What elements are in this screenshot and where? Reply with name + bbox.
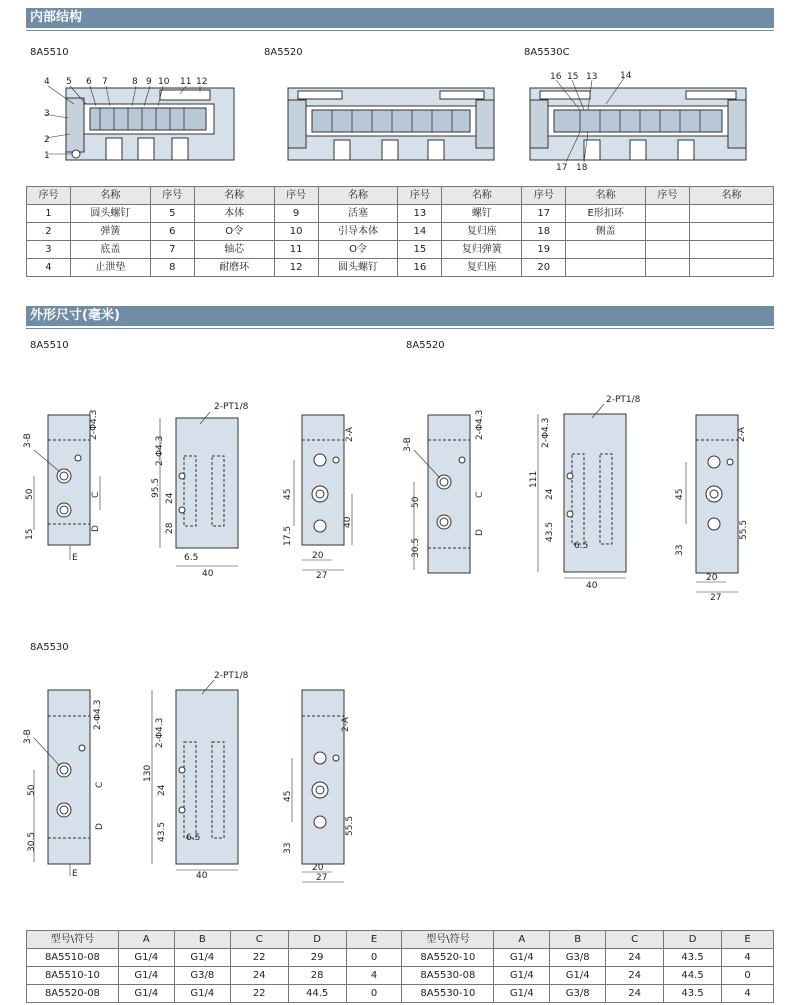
parts-table-cell: 20	[522, 259, 566, 277]
dim-45: 45	[675, 488, 685, 500]
dim-33: 33	[675, 544, 685, 556]
dim-40: 40	[202, 569, 214, 579]
parts-table-cell: 复归座	[442, 223, 522, 241]
spec-table-cell: 22	[230, 985, 288, 1003]
parts-table-cell: 10	[274, 223, 318, 241]
label-phi: 2-Φ4.3	[93, 699, 103, 730]
parts-table-header-cell: 序号	[274, 187, 318, 205]
parts-table-cell	[690, 205, 774, 223]
spec-table-cell: 24	[230, 967, 288, 985]
dim-20: 20	[312, 863, 324, 873]
callout-15: 15	[567, 72, 579, 82]
parts-table-row	[27, 259, 774, 277]
spec-table-cell: 44.5	[664, 967, 722, 985]
dim-model-label-8a5520: 8A5520	[406, 340, 445, 351]
parts-table-cell: 19	[522, 241, 566, 259]
dim-right-8a5510	[270, 400, 360, 580]
dim-27: 27	[316, 873, 328, 883]
spec-table-header-cell: 型号\符号	[402, 931, 494, 949]
callout-11: 11	[180, 77, 192, 87]
dim-30-5: 30.5	[411, 537, 421, 558]
spec-table-header-cell: E	[722, 931, 774, 949]
parts-table-header-cell: 名称	[442, 187, 522, 205]
label-pt: 2-PT1/8	[214, 402, 249, 412]
parts-table-cell: 活塞	[318, 205, 398, 223]
spec-table-cell: 8A5520-10	[402, 949, 494, 967]
dim-front-8a5530	[20, 686, 140, 879]
parts-table-cell: 16	[398, 259, 442, 277]
spec-table-header-cell: D	[664, 931, 722, 949]
cross-section-8a5520	[288, 88, 494, 160]
dim-95-5: 95.5	[151, 477, 161, 498]
parts-table-cell: 18	[522, 223, 566, 241]
spec-table-cell: 24	[606, 967, 664, 985]
spec-table-header-cell: E	[346, 931, 402, 949]
spec-table	[26, 930, 774, 1003]
label-d: D	[475, 529, 485, 536]
callout-2: 2	[44, 135, 50, 145]
dim-50: 50	[27, 784, 37, 796]
dim-50: 50	[411, 496, 421, 508]
spec-table-cell: G1/4	[118, 949, 174, 967]
parts-table-cell: 7	[150, 241, 194, 259]
parts-table-header-cell: 序号	[27, 187, 71, 205]
label-phi: 2-Φ4.3	[89, 409, 99, 440]
parts-table-cell: 6	[150, 223, 194, 241]
callout-8: 8	[132, 77, 138, 87]
model-label-8a5510: 8A5510	[30, 47, 69, 58]
parts-table-cell: 3	[27, 241, 71, 259]
label-phi-side: 2-Φ4.3	[541, 417, 551, 448]
parts-table-header-cell: 序号	[150, 187, 194, 205]
label-pt: 2-PT1/8	[606, 395, 641, 405]
parts-table-cell	[646, 259, 690, 277]
parts-table-cell: 4	[27, 259, 71, 277]
parts-table-cell	[690, 223, 774, 241]
label-pt: 2-PT1/8	[214, 671, 249, 681]
spec-table-cell: 8A5530-10	[402, 985, 494, 1003]
spec-table-cell: 4	[346, 967, 402, 985]
parts-table-cell: O令	[194, 223, 274, 241]
spec-table-cell: 43.5	[664, 985, 722, 1003]
model-label-8a5520: 8A5520	[264, 47, 303, 58]
spec-table-header-cell: B	[174, 931, 230, 949]
spec-table-cell: G1/4	[174, 949, 230, 967]
callout-10: 10	[158, 77, 170, 87]
cross-section-8a5510	[30, 70, 240, 170]
parts-table-cell: 1	[27, 205, 71, 223]
parts-table-cell: 轴芯	[194, 241, 274, 259]
dim-43-5: 43.5	[545, 521, 555, 542]
label-3b: 3-B	[23, 433, 33, 448]
parts-table-cell: 14	[398, 223, 442, 241]
dim-20: 20	[706, 573, 718, 583]
callout-14: 14	[620, 71, 632, 81]
spec-table-cell: G3/8	[550, 985, 606, 1003]
spec-table-cell: 24	[606, 949, 664, 967]
spec-table-cell: 24	[606, 985, 664, 1003]
parts-table-cell: 耐磨环	[194, 259, 274, 277]
spec-table-cell: G1/4	[550, 967, 606, 985]
parts-table-row	[27, 241, 774, 259]
dim-right-8a5530	[276, 686, 366, 886]
dim-side-8a5520	[530, 392, 640, 592]
spec-table-cell: G1/4	[494, 967, 550, 985]
dim-6-5: 6.5	[574, 541, 589, 551]
parts-table-cell	[566, 241, 646, 259]
dim-40-r: 40	[343, 516, 353, 528]
parts-table-cell: 本体	[194, 205, 274, 223]
parts-table-header-cell: 序号	[646, 187, 690, 205]
spec-table-header-cell: A	[494, 931, 550, 949]
dim-40: 40	[196, 871, 208, 881]
section-dimensions-title: 外形尺寸(毫米)	[26, 306, 774, 326]
parts-table-cell: 2	[27, 223, 71, 241]
dim-24: 24	[157, 784, 167, 796]
label-c: C	[95, 781, 105, 788]
dim-15: 15	[25, 528, 35, 540]
callout-16: 16	[550, 72, 562, 82]
parts-table-cell: 9	[274, 205, 318, 223]
dim-side-8a5530	[140, 670, 250, 880]
parts-table-header-cell: 名称	[690, 187, 774, 205]
spec-table-row	[27, 949, 774, 967]
spec-table-cell: 8A5510-08	[27, 949, 119, 967]
parts-table-cell: 12	[274, 259, 318, 277]
spec-table-cell: 0	[346, 949, 402, 967]
parts-table-cell: 侧盖	[566, 223, 646, 241]
dim-130: 130	[143, 764, 153, 782]
parts-table-cell	[646, 205, 690, 223]
spec-table-row	[27, 985, 774, 1003]
spec-table-cell: 43.5	[664, 949, 722, 967]
parts-table-cell: 引导本体	[318, 223, 398, 241]
dim-right-8a5520	[670, 400, 760, 603]
spec-table-header-cell: B	[550, 931, 606, 949]
dim-17-5: 17.5	[283, 525, 293, 546]
parts-table-header-cell: 名称	[70, 187, 150, 205]
label-3b: 3-B	[403, 437, 413, 452]
parts-table-header-cell: 名称	[566, 187, 646, 205]
parts-table-cell: 17	[522, 205, 566, 223]
callout-9: 9	[146, 77, 152, 87]
label-3b: 3-B	[23, 729, 33, 744]
spec-table-cell: G1/4	[494, 985, 550, 1003]
parts-table-cell: 5	[150, 205, 194, 223]
spec-table-cell: 44.5	[288, 985, 346, 1003]
dim-front-8a5510	[20, 400, 140, 563]
parts-table-cell	[646, 223, 690, 241]
dim-24: 24	[165, 492, 175, 504]
dim-27: 27	[316, 571, 328, 581]
parts-table-cell: 8	[150, 259, 194, 277]
dim-28: 28	[165, 522, 175, 534]
dim-33: 33	[283, 842, 293, 854]
spec-table-cell: G1/4	[118, 967, 174, 985]
spec-table-header	[27, 931, 774, 949]
label-phi: 2-Φ4.3	[475, 409, 485, 440]
spec-table-header-cell: C	[606, 931, 664, 949]
label-e: E	[72, 869, 78, 879]
callout-17: 17	[556, 163, 568, 173]
model-label-8a5530c: 8A5530C	[524, 47, 570, 58]
label-c: C	[91, 491, 101, 498]
dim-50: 50	[25, 488, 35, 500]
label-2a: 2-A	[737, 427, 747, 442]
callout-1: 1	[44, 151, 50, 161]
spec-table-cell: G1/4	[494, 949, 550, 967]
dim-6-5: 6.5	[184, 553, 199, 563]
parts-table-cell	[566, 259, 646, 277]
spec-table-cell: 4	[722, 985, 774, 1003]
dim-20: 20	[312, 551, 324, 561]
label-c: C	[475, 491, 485, 498]
parts-table	[26, 186, 774, 277]
parts-table-cell	[646, 241, 690, 259]
spec-table-cell: 22	[230, 949, 288, 967]
spec-table-header-cell: D	[288, 931, 346, 949]
parts-table-cell: 圆头螺钉	[70, 205, 150, 223]
spec-table-cell: G3/8	[550, 949, 606, 967]
cross-section-8a5530c	[530, 70, 750, 174]
dim-model-label-8a5530: 8A5530	[30, 642, 69, 653]
parts-table-cell: E形扣环	[566, 205, 646, 223]
dim-front-8a5520	[400, 400, 520, 580]
label-d: D	[95, 823, 105, 830]
callout-13: 13	[586, 72, 598, 82]
parts-table-row	[27, 223, 774, 241]
parts-table-cell: 止泄垫	[70, 259, 150, 277]
callout-12: 12	[196, 77, 208, 87]
label-2a: 2-A	[341, 717, 351, 732]
spec-table-cell: 8A5530-08	[402, 967, 494, 985]
spec-table-header-cell: 型号\符号	[27, 931, 119, 949]
callout-18: 18	[576, 163, 588, 173]
callout-4: 4	[44, 77, 50, 87]
dim-side-8a5510	[150, 400, 250, 580]
spec-table-cell: 8A5510-10	[27, 967, 119, 985]
spec-table-cell: 4	[722, 949, 774, 967]
parts-table-header-cell: 名称	[318, 187, 398, 205]
label-phi-side: 2-Φ4.3	[155, 717, 165, 748]
dim-45: 45	[283, 488, 293, 500]
dim-model-label-8a5510: 8A5510	[30, 340, 69, 351]
spec-table-cell: 28	[288, 967, 346, 985]
parts-table-cell: 13	[398, 205, 442, 223]
parts-table-cell	[690, 259, 774, 277]
callout-5: 5	[66, 77, 72, 87]
spec-table-cell: 29	[288, 949, 346, 967]
dim-24: 24	[545, 488, 555, 500]
spec-table-header-cell: C	[230, 931, 288, 949]
parts-table-row	[27, 205, 774, 223]
label-d: D	[91, 525, 101, 532]
callout-6: 6	[86, 77, 92, 87]
parts-table-cell: O令	[318, 241, 398, 259]
dim-30-5: 30.5	[27, 831, 37, 852]
dim-40: 40	[586, 581, 598, 591]
parts-table-cell: 15	[398, 241, 442, 259]
dim-111: 111	[529, 470, 539, 488]
parts-table-header-cell: 名称	[194, 187, 274, 205]
parts-table-cell: 复归弹簧	[442, 241, 522, 259]
parts-table-cell	[690, 241, 774, 259]
dim-43-5: 43.5	[157, 821, 167, 842]
dim-27: 27	[710, 593, 722, 603]
label-e: E	[72, 553, 78, 563]
callout-3: 3	[44, 109, 50, 119]
label-phi-side: 2-Φ4.3	[155, 435, 165, 466]
dim-55-5: 55.5	[345, 815, 355, 836]
dim-45: 45	[283, 790, 293, 802]
callout-7: 7	[102, 77, 108, 87]
parts-table-cell: 圆头螺钉	[318, 259, 398, 277]
spec-table-header-cell: A	[118, 931, 174, 949]
spec-table-cell: 8A5520-08	[27, 985, 119, 1003]
parts-table-header-cell: 序号	[522, 187, 566, 205]
section-internal-title: 内部结构	[26, 8, 774, 28]
parts-table-cell: 复归座	[442, 259, 522, 277]
spec-table-cell: 0	[722, 967, 774, 985]
spec-table-cell: 0	[346, 985, 402, 1003]
spec-table-cell: G1/4	[118, 985, 174, 1003]
spec-table-cell: G1/4	[174, 985, 230, 1003]
spec-table-row	[27, 967, 774, 985]
parts-table-header-cell: 序号	[398, 187, 442, 205]
dim-55-5: 55.5	[739, 519, 749, 540]
parts-table-cell: 底盖	[70, 241, 150, 259]
parts-table-cell: 11	[274, 241, 318, 259]
parts-table-cell: 螺钉	[442, 205, 522, 223]
parts-table-header	[27, 187, 774, 205]
parts-table-cell: 弹簧	[70, 223, 150, 241]
dim-6-5: 6.5	[186, 833, 201, 843]
spec-table-cell: G3/8	[174, 967, 230, 985]
label-2a: 2-A	[345, 427, 355, 442]
